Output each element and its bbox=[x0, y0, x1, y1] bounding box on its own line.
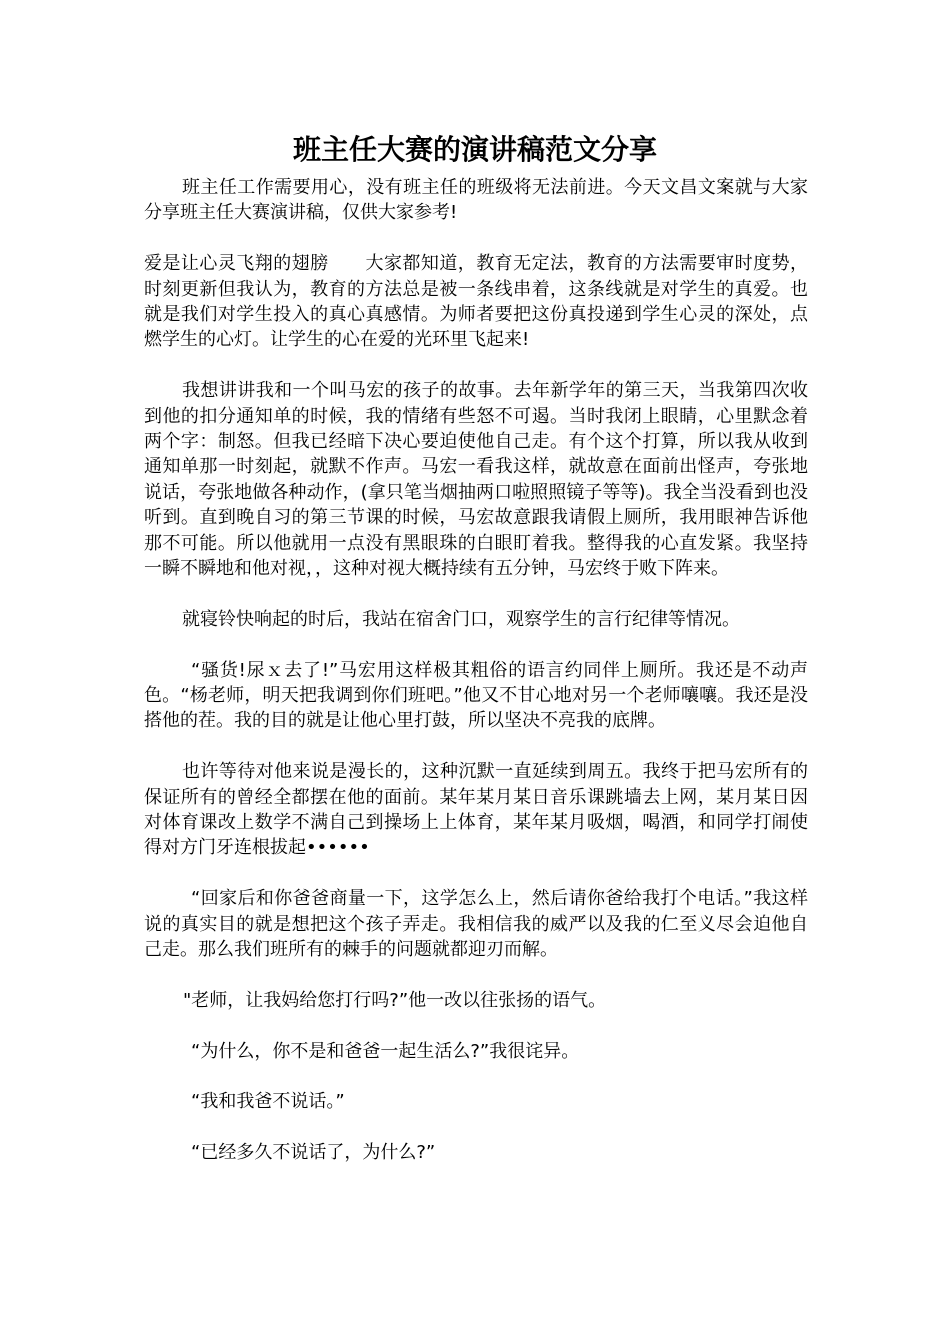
document-title: 班主任大赛的演讲稿范文分享 bbox=[292, 133, 657, 166]
paragraph-silence-friday: 也许等待对他来说是漫长的，这种沉默一直延续到周五。我终于把马宏所有的保证所有的曾经全都摆在他的面前。某年某月某日音乐课跳墙去上网，某月某日因对体育课改上数学不满自己到操场上上体育，某年某月吸烟，喝酒，和同学打闹使得对方门牙连根拔起•••••• bbox=[144, 761, 808, 859]
paragraph-no-talk-dad: “我和我爸不说话。” bbox=[191, 1091, 345, 1113]
paragraph-dorm-bell: 就寝铃快响起的时后，我站在宿舍门口，观察学生的言行纪律等情况。 bbox=[182, 608, 740, 630]
document-body bbox=[144, 175, 808, 1191]
paragraph-love-wings: 爱是让心灵飞翔的翅膀 大家都知道，教育无定法，教育的方法需要审时度势，时刻更新但我认为，教育的方法总是被一条线串着，这条线就是对学生的真爱。也就是我们对学生投入的真心真感情。为师者要把这份真投递到学生心灵的深处，点燃学生的心灯。让学生的心在爱的光环里飞起来! bbox=[144, 253, 808, 351]
paragraph-intro: 班主任工作需要用心，没有班主任的班级将无法前进。今天文昌文案就与大家分享班主任大赛演讲稿，仅供大家参考! bbox=[144, 177, 808, 224]
paragraph-go-home: “回家后和你爸爸商量一下，这学怎么上，然后请你爸给我打个电话。”我这样说的真实目的就是想把这个孩子弄走。我相信我的威严以及我的仁至义尽会迫他自己走。那么我们班所有的棘手的问题就都迎刃而解。 bbox=[144, 888, 808, 961]
paragraph-story-mahong: 我想讲讲我和一个叫马宏的孩子的故事。去年新学年的第三天，当我第四次收到他的扣分通知单的时候，我的情绪有些怒不可遏。当时我闭上眼睛，心里默念着两个字：制怒。但我已经暗下决心要迫使他自己走。有个这个打算，所以我从收到通知单那一时刻起，就默不作声。马宏一看我这样，就故意在面前出怪声，夸张地说话，夸张地做各种动作，(拿只笔当烟抽两口啦照照镜子等等)。我全当没看到也没听到。直到晚自习的第三节课的时候，马宏故意跟我请假上厕所，我用眼神告诉他那不可能。所以他就用一点没有黑眼珠的白眼盯着我。整得我的心直发紧。我坚持一瞬不瞬地和他对视，，这种对视大概持续有五分钟，马宏终于败下阵来。 bbox=[144, 380, 808, 580]
paragraph-mom-call: "老师，让我妈给您打行吗?”他一改以往张扬的语气。 bbox=[183, 989, 607, 1011]
paragraph-vulgar-words: “骚货!尿ｘ去了!”马宏用这样极其粗俗的语言约同伴上厕所。我还是不动声色。“杨老师，明天把我调到你们班吧。”他又不甘心地对另一个老师嚷嚷。我还是没搭他的茬。我的目的就是让他心里打鼓，所以坚决不亮我的底牌。 bbox=[144, 659, 808, 732]
paragraph-how-long: “已经多久不说话了，为什么?” bbox=[191, 1142, 436, 1164]
paragraph-why-question: “为什么，你不是和爸爸一起生活么?”我很诧异。 bbox=[191, 1040, 580, 1062]
